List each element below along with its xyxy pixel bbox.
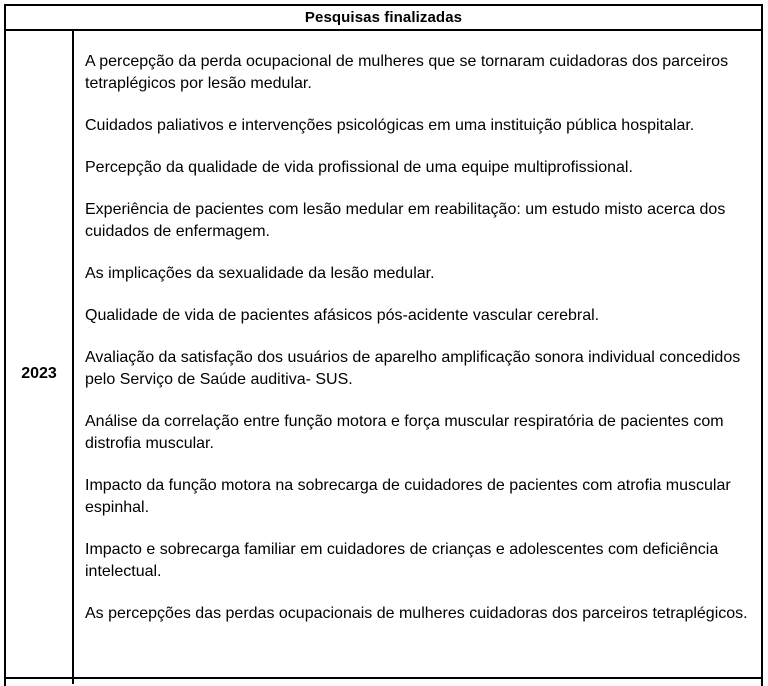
table-title: Pesquisas finalizadas bbox=[304, 9, 463, 26]
research-item: Experiência de pacientes com lesão medular em reabilitação: um estudo misto acerca dos cuidados de enfermagem. bbox=[85, 201, 726, 240]
pesquisas-table bbox=[4, 4, 763, 686]
next-row-year-cell bbox=[6, 679, 74, 684]
research-item: Qualidade de vida de pacientes afásicos pós-acidente vascular cerebral. bbox=[85, 307, 600, 324]
next-row-content-cell bbox=[74, 679, 761, 684]
research-item: Percepção da qualidade de vida profissional de uma equipe multiprofissional. bbox=[85, 159, 633, 176]
next-row-partial bbox=[6, 679, 761, 684]
research-item: As percepções das perdas ocupacionais de mulheres cuidadoras dos parceiros tetraplégicos. bbox=[85, 605, 748, 622]
research-item: As implicações da sexualidade da lesão medular. bbox=[85, 265, 435, 282]
research-items-cell bbox=[74, 31, 761, 677]
research-item: Análise da correlação entre função motora e força muscular respiratória de pacientes com distrofia muscular. bbox=[85, 413, 724, 452]
year-label: 2023 bbox=[21, 365, 57, 382]
table-body-row bbox=[6, 31, 761, 679]
year-cell bbox=[6, 31, 74, 677]
research-item: Cuidados paliativos e intervenções psicológicas em uma instituição pública hospitalar. bbox=[85, 117, 695, 134]
research-item: A percepção da perda ocupacional de mulheres que se tornaram cuidadoras dos parceiros tetraplégicos por lesão medular. bbox=[85, 53, 729, 92]
research-item: Impacto e sobrecarga familiar em cuidadores de crianças e adolescentes com deficiência intelectual. bbox=[85, 541, 719, 580]
research-item: Avaliação da satisfação dos usuários de aparelho amplificação sonora individual concedidos pelo Serviço de Saúde auditiva- SUS. bbox=[85, 349, 741, 388]
table-header-row bbox=[6, 6, 761, 31]
research-item: Impacto da função motora na sobrecarga de cuidadores de pacientes com atrofia muscular espinhal. bbox=[85, 477, 731, 516]
